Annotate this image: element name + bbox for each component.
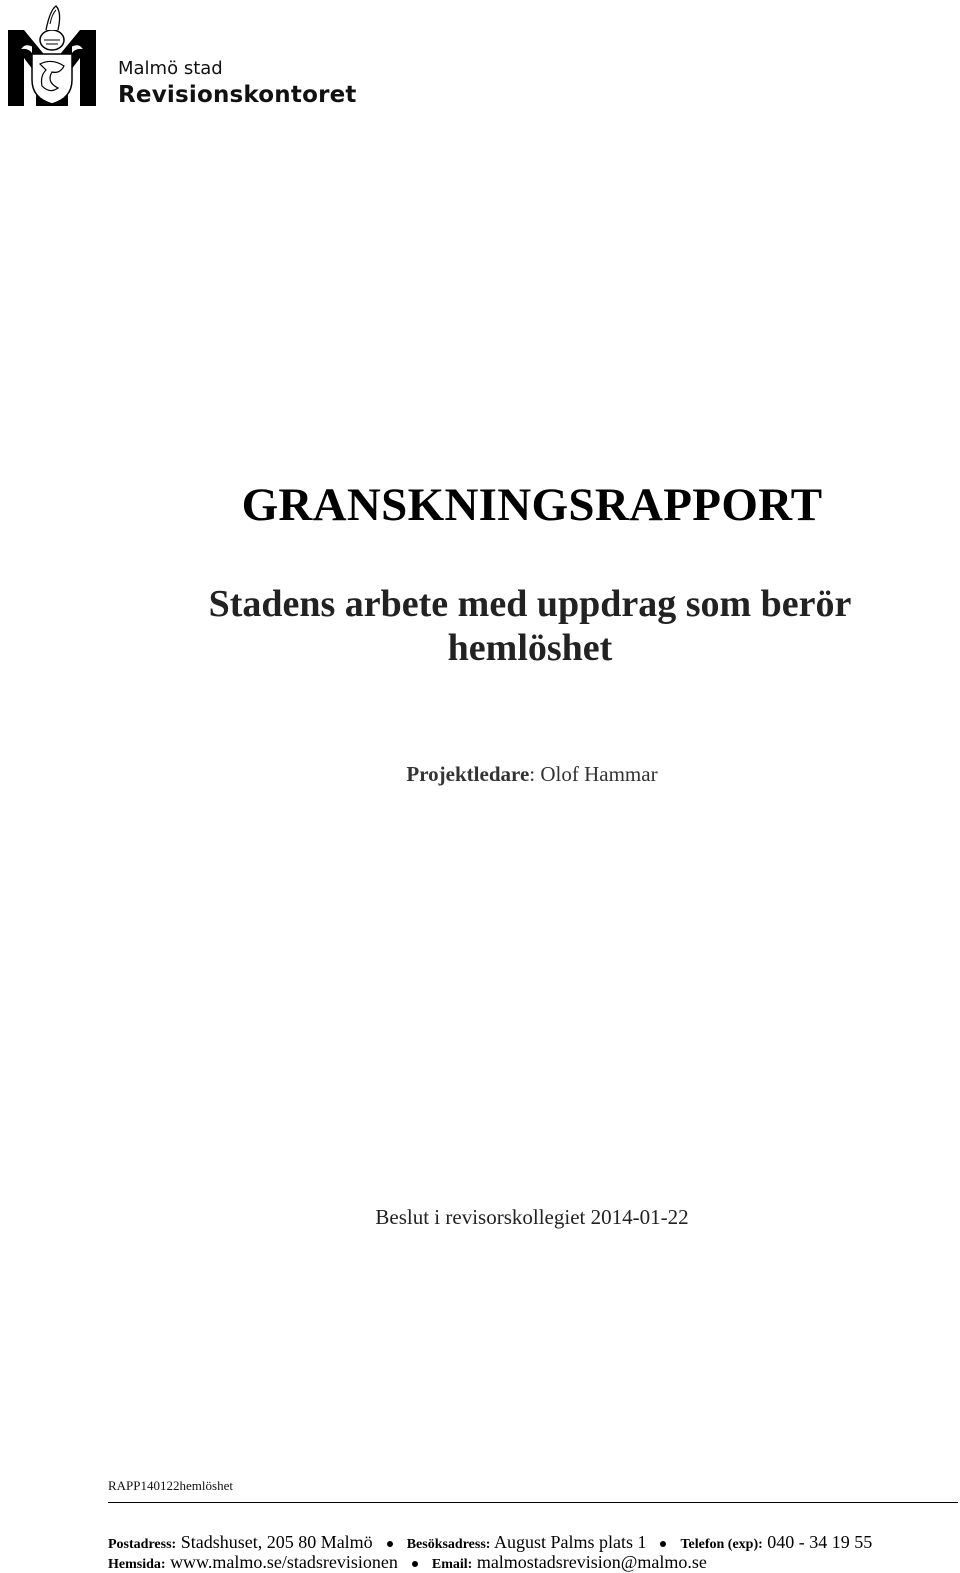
project-leader-label: Projektledare bbox=[406, 762, 530, 786]
footer-contact-line bbox=[108, 1552, 707, 1573]
bullet-icon bbox=[387, 1541, 393, 1547]
report-title bbox=[180, 582, 880, 670]
decision-date-line: Beslut i revisorskollegiet 2014-01-22 bbox=[375, 1205, 689, 1229]
project-leader-line bbox=[0, 762, 960, 787]
postal-address-label: Postadress: bbox=[108, 1537, 177, 1552]
organization-name: Malmö stad bbox=[118, 58, 223, 79]
email-label: Email: bbox=[431, 1557, 473, 1572]
department-name: Revisionskontoret bbox=[118, 82, 357, 108]
phone-value: 040 - 34 19 55 bbox=[767, 1532, 873, 1552]
report-title-line-2: hemlöshet bbox=[447, 627, 613, 669]
report-reference-code: RAPP140122hemlöshet bbox=[108, 1478, 233, 1493]
bullet-icon bbox=[412, 1561, 418, 1567]
email-link[interactable]: malmostadsrevision@malmo.se bbox=[476, 1552, 707, 1572]
project-leader-name: Olof Hammar bbox=[540, 762, 658, 786]
website-link[interactable]: www.malmo.se/stadsrevisionen bbox=[170, 1552, 398, 1572]
malmo-coat-of-arms-icon bbox=[6, 2, 98, 106]
visit-address-label: Besöksadress: bbox=[406, 1537, 491, 1552]
footer-address-line bbox=[108, 1532, 872, 1553]
website-label: Hemsida: bbox=[108, 1557, 166, 1572]
project-leader-separator: : bbox=[529, 762, 536, 786]
visit-address-value: August Palms plats 1 bbox=[493, 1532, 647, 1552]
postal-address-value: Stadshuset, 205 80 Malmö bbox=[180, 1532, 373, 1552]
document-type-heading: GRANSKNINGSRAPPORT bbox=[241, 479, 823, 531]
report-title-line-1: Stadens arbete med uppdrag som berör bbox=[208, 583, 852, 625]
footer-divider bbox=[108, 1502, 958, 1503]
phone-label: Telefon (exp): bbox=[680, 1537, 763, 1552]
bullet-icon bbox=[660, 1541, 666, 1547]
